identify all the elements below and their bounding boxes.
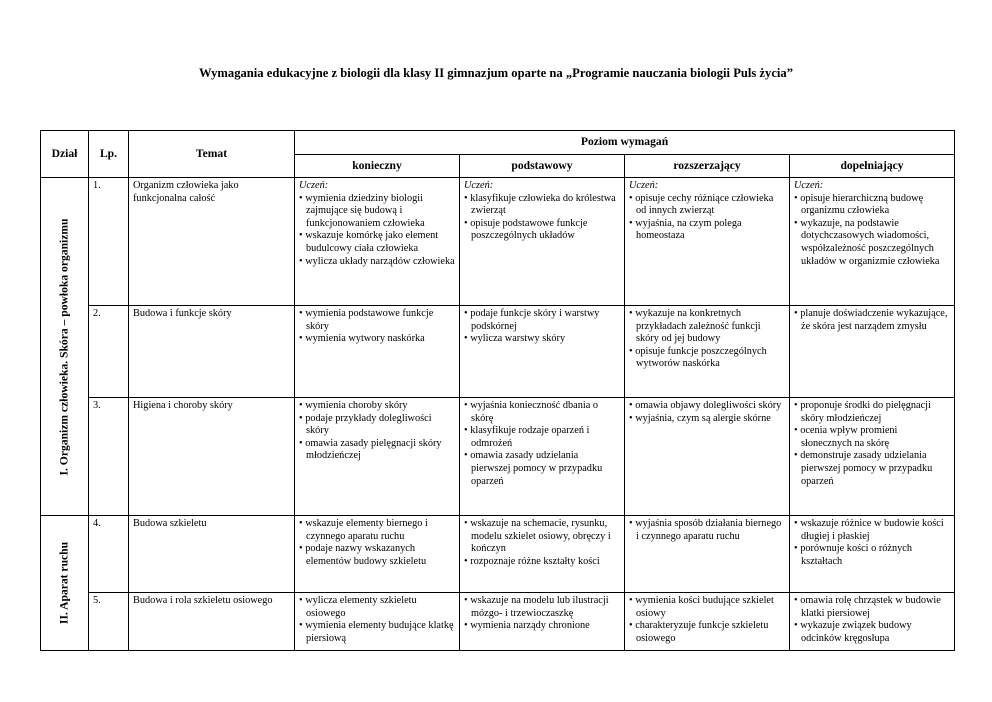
podstawowy-cell bbox=[460, 516, 625, 593]
requirement-item: • omawia zasady pielęgnacji skóry młodzieńczej bbox=[299, 438, 455, 463]
header-dzial: Dział bbox=[41, 131, 89, 178]
requirement-item: • wyjaśnia, na czym polega homeostaza bbox=[629, 218, 785, 243]
header-level-konieczny: konieczny bbox=[295, 155, 460, 178]
requirements-list bbox=[794, 308, 950, 333]
requirement-item: • wykazuje, na podstawie dotychczasowych wiadomości, współzależność poszczególnych układów w organizmie człowieka bbox=[794, 218, 950, 268]
requirement-item: • podaje funkcje skóry i warstwy podskórnej bbox=[464, 308, 620, 333]
requirements-list bbox=[629, 308, 785, 371]
requirement-item: • klasyfikuje człowieka do królestwa zwierząt bbox=[464, 193, 620, 218]
requirements-list bbox=[464, 595, 620, 633]
requirements-list bbox=[299, 193, 455, 269]
requirement-item: • wskazuje komórkę jako element budulcowy ciała człowieka bbox=[299, 230, 455, 255]
requirement-item: • proponuje środki do pielęgnacji skóry młodzieńczej bbox=[794, 400, 950, 425]
requirement-item: • wykazuje związek budowy odcinków kręgosłupa bbox=[794, 620, 950, 645]
requirement-item: • wymienia kości budujące szkielet osiowy bbox=[629, 595, 785, 620]
konieczny-cell bbox=[295, 178, 460, 306]
section-label: II. Aparat ruchu bbox=[57, 541, 71, 625]
requirement-item: • rozpoznaje różne kształty kości bbox=[464, 556, 620, 569]
section-cell bbox=[41, 178, 89, 516]
requirement-item: • opisuje funkcje poszczególnych wytworów naskórka bbox=[629, 346, 785, 371]
konieczny-cell bbox=[295, 593, 460, 651]
dopelniajacy-cell bbox=[790, 306, 955, 398]
requirements-list bbox=[299, 400, 455, 463]
requirement-item: • wymienia narządy chronione bbox=[464, 620, 620, 633]
requirement-item: • charakteryzuje funkcje szkieletu osiowego bbox=[629, 620, 785, 645]
table-row bbox=[41, 516, 955, 593]
requirements-list bbox=[629, 595, 785, 645]
lp-cell: 3. bbox=[89, 398, 129, 516]
requirements-list bbox=[464, 308, 620, 346]
temat-cell: Organizm człowieka jako funkcjonalna całość bbox=[129, 178, 295, 306]
requirement-item: • wyjaśnia konieczność dbania o skórę bbox=[464, 400, 620, 425]
requirements-list bbox=[629, 518, 785, 543]
konieczny-cell bbox=[295, 306, 460, 398]
header-level-dopelniajacy: dopełniający bbox=[790, 155, 955, 178]
requirements-list bbox=[794, 400, 950, 488]
requirement-item: • wymienia choroby skóry bbox=[299, 400, 455, 413]
temat-cell: Budowa szkieletu bbox=[129, 516, 295, 593]
requirement-item: • wymienia wytwory naskórka bbox=[299, 333, 455, 346]
header-temat: Temat bbox=[129, 131, 295, 178]
document-title: Wymagania edukacyjne z biologii dla klasy II gimnazjum oparte na „Programie nauczania biologii Puls życia” bbox=[198, 66, 794, 80]
table-row bbox=[41, 178, 955, 306]
rozszerzajacy-cell bbox=[625, 306, 790, 398]
requirement-item: • wskazuje różnice w budowie kości długiej i płaskiej bbox=[794, 518, 950, 543]
requirement-item: • omawia objawy dolegliwości skóry bbox=[629, 400, 785, 413]
requirements-list bbox=[794, 595, 950, 645]
rozszerzajacy-cell bbox=[625, 398, 790, 516]
table-row bbox=[41, 306, 955, 398]
header-level-rozszerzajacy: rozszerzający bbox=[625, 155, 790, 178]
header-poziom-wymagan: Poziom wymagań bbox=[295, 131, 955, 155]
requirement-item: • podaje nazwy wskazanych elementów budowy szkieletu bbox=[299, 543, 455, 568]
temat-cell: Budowa i rola szkieletu osiowego bbox=[129, 593, 295, 651]
requirement-item: • wymienia elementy budujące klatkę piersiową bbox=[299, 620, 455, 645]
requirement-item: • porównuje kości o różnych kształtach bbox=[794, 543, 950, 568]
requirement-item: • ocenia wpływ promieni słonecznych na skórę bbox=[794, 425, 950, 450]
requirement-item: • omawia rolę chrząstek w budowie klatki piersiowej bbox=[794, 595, 950, 620]
requirements-list bbox=[464, 400, 620, 488]
requirement-item: • wskazuje na schemacie, rysunku, modelu szkielet osiowy, obręczy i kończyn bbox=[464, 518, 620, 556]
section-label: I. Organizm człowieka. Skóra – powłoka organizmu bbox=[57, 218, 71, 475]
rozszerzajacy-cell bbox=[625, 593, 790, 651]
requirements-list bbox=[299, 308, 455, 346]
konieczny-cell bbox=[295, 516, 460, 593]
podstawowy-cell bbox=[460, 306, 625, 398]
temat-cell: Budowa i funkcje skóry bbox=[129, 306, 295, 398]
podstawowy-cell bbox=[460, 398, 625, 516]
uczen-label: Uczeń: bbox=[629, 180, 659, 191]
dopelniajacy-cell bbox=[790, 178, 955, 306]
requirement-item: • wylicza układy narządów człowieka bbox=[299, 256, 455, 269]
requirements-list bbox=[299, 518, 455, 568]
uczen-label: Uczeń: bbox=[794, 180, 824, 191]
requirement-item: • demonstruje zasady udzielania pierwszej pomocy w przypadku oparzeń bbox=[794, 450, 950, 488]
requirement-item: • klasyfikuje rodzaje oparzeń i odmrożeń bbox=[464, 425, 620, 450]
requirement-item: • wskazuje na modelu lub ilustracji mózgo- i trzewioczaszkę bbox=[464, 595, 620, 620]
section-cell bbox=[41, 516, 89, 651]
header-level-podstawowy: podstawowy bbox=[460, 155, 625, 178]
requirement-item: • wymienia podstawowe funkcje skóry bbox=[299, 308, 455, 333]
requirements-table bbox=[40, 130, 955, 651]
uczen-label: Uczeń: bbox=[464, 180, 494, 191]
dopelniajacy-cell bbox=[790, 516, 955, 593]
requirement-item: • opisuje podstawowe funkcje poszczególnych układów bbox=[464, 218, 620, 243]
konieczny-cell bbox=[295, 398, 460, 516]
requirements-list bbox=[794, 518, 950, 568]
dopelniajacy-cell bbox=[790, 398, 955, 516]
dopelniajacy-cell bbox=[790, 593, 955, 651]
requirements-list bbox=[794, 193, 950, 269]
header-lp: Lp. bbox=[89, 131, 129, 178]
lp-cell: 4. bbox=[89, 516, 129, 593]
table-row bbox=[41, 593, 955, 651]
requirement-item: • wymienia dziedziny biologii zajmujące się budową i funkcjonowaniem człowieka bbox=[299, 193, 455, 231]
table-row bbox=[41, 398, 955, 516]
requirement-item: • opisuje cechy różniące człowieka od innych zwierząt bbox=[629, 193, 785, 218]
uczen-label: Uczeń: bbox=[299, 180, 329, 191]
requirements-list bbox=[464, 518, 620, 568]
podstawowy-cell bbox=[460, 593, 625, 651]
rozszerzajacy-cell bbox=[625, 516, 790, 593]
podstawowy-cell bbox=[460, 178, 625, 306]
lp-cell: 1. bbox=[89, 178, 129, 306]
requirements-list bbox=[629, 193, 785, 243]
requirement-item: • wskazuje elementy biernego i czynnego aparatu ruchu bbox=[299, 518, 455, 543]
requirement-item: • wyjaśnia sposób działania biernego i czynnego aparatu ruchu bbox=[629, 518, 785, 543]
requirements-list bbox=[464, 193, 620, 243]
requirement-item: • wykazuje na konkretnych przykładach zależność funkcji skóry od jej budowy bbox=[629, 308, 785, 346]
requirements-list bbox=[299, 595, 455, 645]
requirement-item: • wylicza elementy szkieletu osiowego bbox=[299, 595, 455, 620]
requirement-item: • planuje doświadczenie wykazujące, że skóra jest narządem zmysłu bbox=[794, 308, 950, 333]
requirements-list bbox=[629, 400, 785, 425]
lp-cell: 5. bbox=[89, 593, 129, 651]
rozszerzajacy-cell bbox=[625, 178, 790, 306]
requirement-item: • omawia zasady udzielania pierwszej pomocy w przypadku oparzeń bbox=[464, 450, 620, 488]
requirement-item: • opisuje hierarchiczną budowę organizmu człowieka bbox=[794, 193, 950, 218]
requirement-item: • wyjaśnia, czym są alergie skórne bbox=[629, 413, 785, 426]
lp-cell: 2. bbox=[89, 306, 129, 398]
requirement-item: • podaje przykłady dolegliwości skóry bbox=[299, 413, 455, 438]
requirement-item: • wylicza warstwy skóry bbox=[464, 333, 620, 346]
temat-cell: Higiena i choroby skóry bbox=[129, 398, 295, 516]
